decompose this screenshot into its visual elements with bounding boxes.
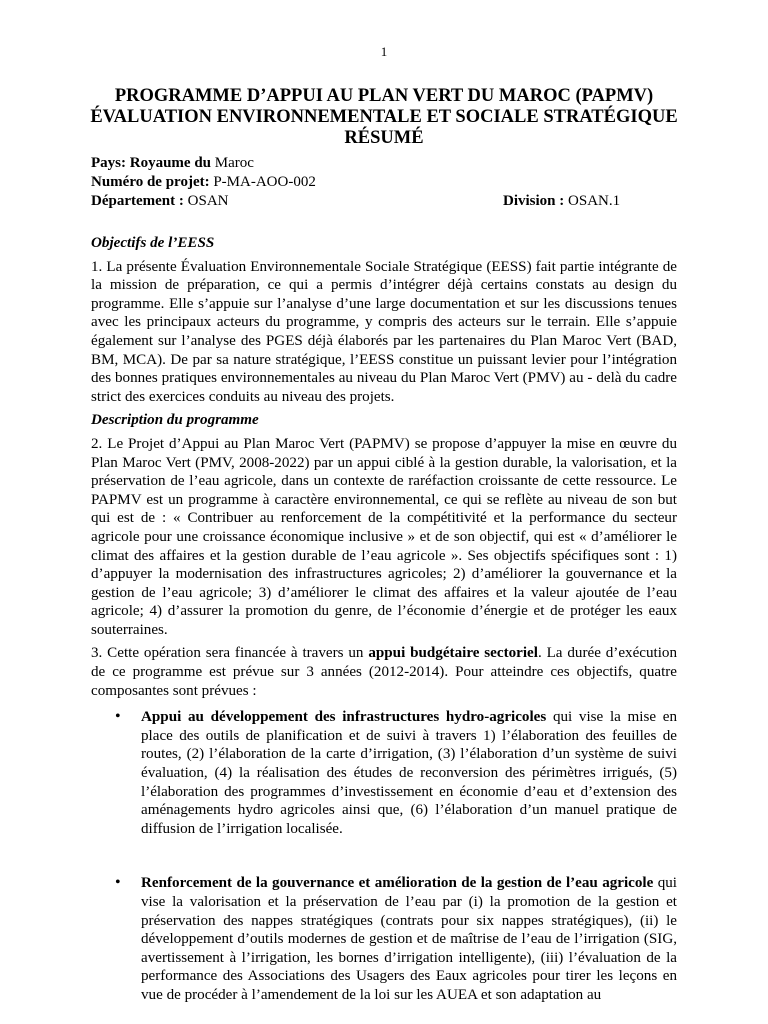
bullet-2-text: qui vise la valorisation et la préservation de l’eau par (i) la promotion de la gestion et préservation des nappes stratégiques (contrats pour six nappes stratégiques), (ii) le développement d’outils modernes de gestion et de maîtrise de l’eau de l’irrigation (SIG, avertissement à l’irrigation, les bornes d’irrigation intelligente), (iii) l’évaluation de la performance des Associations des Usagers des Eaux agricoles pour tirer les leçons en vue de procéder à l’amendement de la loi sur les AUEA et son adaptation au [141, 875, 677, 1003]
projet-value: P-MA-AOO-002 [209, 174, 316, 190]
meta-projet [91, 173, 316, 192]
section-heading-description: Description du programme [91, 412, 259, 429]
page-number: 1 [380, 44, 388, 59]
meta-division [503, 192, 620, 211]
pays-label: Pays: Royaume du [91, 155, 212, 171]
departement-label: Département : [91, 193, 184, 209]
bullet-2-title: Renforcement de la gouvernance et amélioration de la gestion de l’eau agricole [141, 875, 654, 892]
paragraph-3 [91, 644, 677, 700]
component-list [91, 708, 677, 1004]
document-body [91, 234, 677, 1005]
paragraph-3-bold: appui budgétaire sectoriel [368, 645, 538, 662]
document-title [80, 86, 688, 149]
paragraph-3-start: 3. Cette opération sera financée à travers un [91, 645, 369, 662]
title-line-2: ÉVALUATION ENVIRONNEMENTALE ET SOCIALE STRATÉGIQUE [90, 107, 678, 127]
paragraph-1: 1. La présente Évaluation Environnementale Sociale Stratégique (EESS) fait partie intégrante de la mission de préparation, ce qui a permis d’intégrer déjà certains constats au design du programme. Elle s’appuie sur l’analyse d’une large documentation et sur les discussions tenues avec les principaux acteurs du programme, y compris des acteurs sur le terrain. Elle s’appuie également sur l’analyse des PGES déjà élaborés par les partenaires du Plan Maroc Vert (BAD, BM, MCA). De par sa nature stratégique, l’EESS constitue un puissant levier pour l’intégration des bonnes pratiques environnementales au niveau du Plan Maroc Vert (PMV) au - delà du cadre strict des exercices conduits au niveau des projets. [91, 258, 677, 405]
list-item [115, 874, 677, 1004]
division-label: Division : [503, 193, 565, 209]
section-heading-objectifs: Objectifs de l’EESS [91, 235, 215, 251]
title-line-1: PROGRAMME D’APPUI AU PLAN VERT DU MAROC (PAPMV) [114, 86, 654, 106]
paragraph-2: 2. Le Projet d’Appui au Plan Maroc Vert (PAPMV) se propose d’appuyer la mise en œuvre du Plan Maroc Vert (PMV, 2008-2022) par un appui ciblé à la gestion durable, la valorisation, et la préservation de l’eau agricole, dans un contexte de raréfaction croissante de cette ressource. Le PAPMV est un programme à caractère environnemental, ce qui se reflète au niveau de son but qui est de : « Contribuer au renforcement de la compétitivité et la performance du secteur agricole pour une croissance économique inclusive » et de son objectif, qui est « d’améliorer le climat des affaires et la gestion durable de l’eau agricole ». Ses objectifs spécifiques sont : 1) d’appuyer la modernisation des infrastructures agricoles; 2) d’améliorer la gouvernance et la gestion de l’eau agricole; 3) d’améliorer le climat des affaires et la valeur ajoutée de l’eau agricole; 4) d’assurer la promotion du genre, de l’économie d’énergie et de protéger les eaux souterraines. [91, 435, 677, 638]
departement-value: OSAN [183, 193, 229, 209]
projet-label: Numéro de projet: [91, 174, 210, 190]
bullet-1-text: qui vise la mise en place des outils de planification et de suivi à travers 1) l’élaboration des feuilles de routes, (2) l’élaboration de la carte d’irrigation, (3) l’élaboration d’un système de suivi évaluation, (4) la réalisation des études de reconversion des périmètres irrigués, (5) l’élaboration des programmes d’investissement en économie d’eau et d’extension des aménagements hydro agricoles ainsi que, (6) l’élaboration d’un manuel pratique de diffusion de l’irrigation localisée. [141, 709, 677, 837]
title-line-3: RÉSUMÉ [344, 128, 424, 148]
pays-value: Maroc [211, 155, 254, 171]
paragraph-3-end: . La durée d’exécution de ce programme est prévue sur 3 années (2012-2014). Pour atteindre ces objectifs, quatre composantes sont prévues : [91, 645, 677, 699]
list-item [115, 708, 677, 838]
division-value: OSAN.1 [564, 193, 621, 209]
meta-departement [91, 192, 228, 211]
meta-pays [91, 154, 254, 173]
bullet-1-title: Appui au développement des infrastructures hydro-agricoles [141, 709, 547, 726]
